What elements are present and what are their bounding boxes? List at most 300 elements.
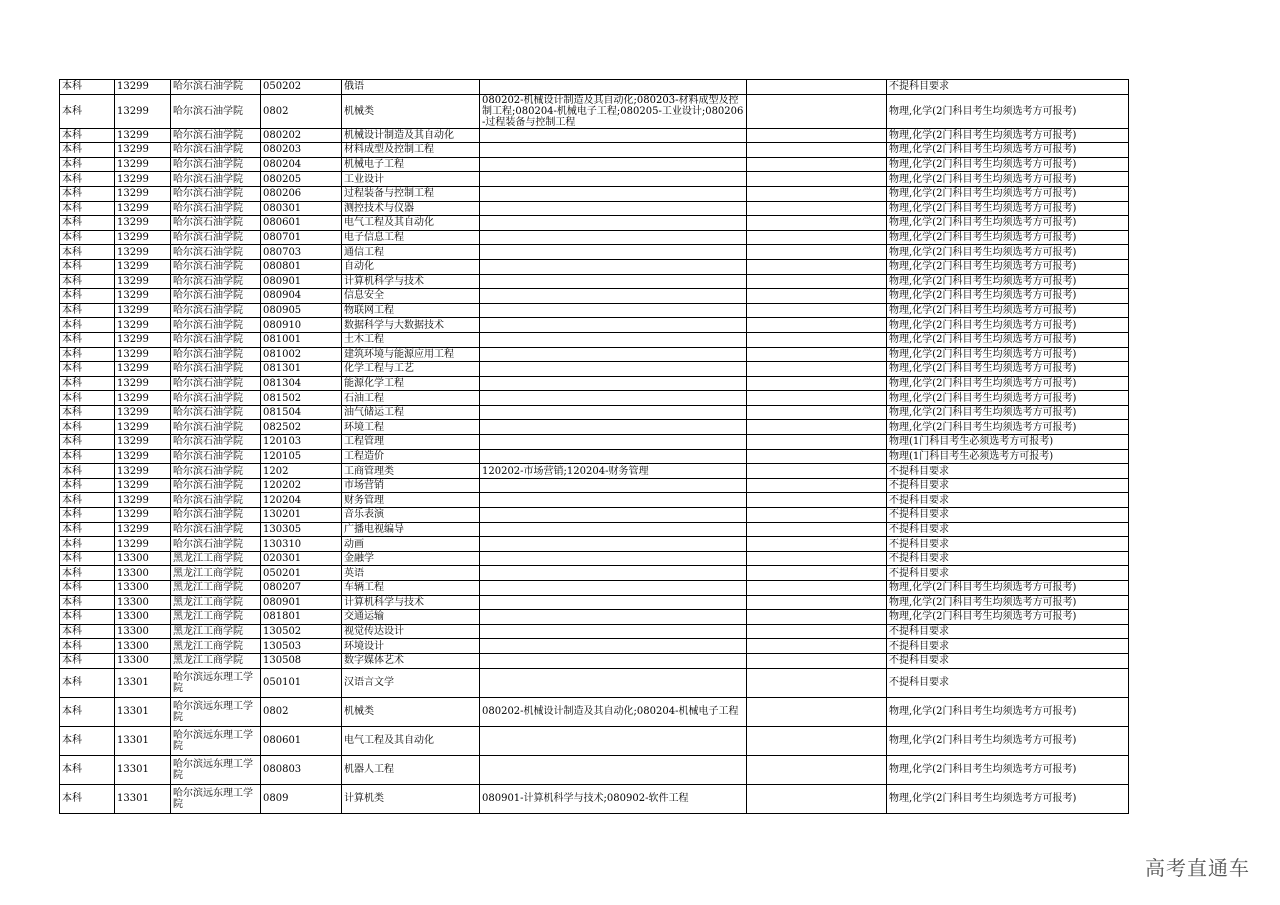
cell-school-code: 13299 xyxy=(115,318,171,333)
cell-level: 本科 xyxy=(60,493,115,508)
cell-note xyxy=(747,522,887,537)
table-row xyxy=(60,522,1129,537)
cell-included-majors xyxy=(480,172,747,187)
cell-major-code: 120105 xyxy=(261,449,342,464)
cell-major-name: 电子信息工程 xyxy=(342,230,480,245)
cell-level: 本科 xyxy=(60,332,115,347)
cell-note xyxy=(747,405,887,420)
table-row xyxy=(60,668,1129,697)
cell-major-name: 材料成型及控制工程 xyxy=(342,143,480,158)
cell-major-code: 1202 xyxy=(261,464,342,479)
cell-school-code: 13299 xyxy=(115,303,171,318)
cell-subject-requirement: 不提科目要求 xyxy=(887,639,1129,654)
cell-major-code: 080205 xyxy=(261,172,342,187)
cell-subject-requirement: 物理,化学(2门科目考生均须选考方可报考) xyxy=(887,172,1129,187)
cell-major-code: 120202 xyxy=(261,478,342,493)
cell-note xyxy=(747,391,887,406)
cell-subject-requirement: 物理,化学(2门科目考生均须选考方可报考) xyxy=(887,347,1129,362)
cell-school-code: 13299 xyxy=(115,216,171,231)
cell-level: 本科 xyxy=(60,172,115,187)
cell-school-code: 13299 xyxy=(115,80,171,95)
table-row xyxy=(60,420,1129,435)
cell-included-majors xyxy=(480,391,747,406)
cell-level: 本科 xyxy=(60,143,115,158)
cell-subject-requirement: 不提科目要求 xyxy=(887,624,1129,639)
table-row xyxy=(60,726,1129,755)
cell-major-name: 电气工程及其自动化 xyxy=(342,216,480,231)
table-row xyxy=(60,201,1129,216)
cell-major-code: 081002 xyxy=(261,347,342,362)
cell-major-code: 130508 xyxy=(261,653,342,668)
cell-school-code: 13301 xyxy=(115,784,171,813)
cell-major-code: 081304 xyxy=(261,376,342,391)
cell-school-name: 哈尔滨石油学院 xyxy=(171,216,261,231)
cell-note xyxy=(747,172,887,187)
cell-level: 本科 xyxy=(60,391,115,406)
cell-school-code: 13299 xyxy=(115,376,171,391)
cell-major-name: 俄语 xyxy=(342,80,480,95)
cell-note xyxy=(747,259,887,274)
cell-major-code: 080207 xyxy=(261,581,342,596)
cell-level: 本科 xyxy=(60,347,115,362)
cell-major-name: 通信工程 xyxy=(342,245,480,260)
cell-major-code: 081502 xyxy=(261,391,342,406)
cell-level: 本科 xyxy=(60,668,115,697)
cell-included-majors xyxy=(480,493,747,508)
cell-major-name: 音乐表演 xyxy=(342,508,480,523)
cell-note xyxy=(747,595,887,610)
cell-level: 本科 xyxy=(60,259,115,274)
cell-note xyxy=(747,726,887,755)
cell-major-code: 130305 xyxy=(261,522,342,537)
cell-school-code: 13299 xyxy=(115,464,171,479)
cell-school-name: 哈尔滨石油学院 xyxy=(171,128,261,143)
cell-note xyxy=(747,464,887,479)
cell-included-majors: 120202-市场营销;120204-财务管理 xyxy=(480,464,747,479)
cell-major-name: 工程管理 xyxy=(342,435,480,450)
cell-school-name: 哈尔滨石油学院 xyxy=(171,186,261,201)
table-row xyxy=(60,245,1129,260)
cell-level: 本科 xyxy=(60,274,115,289)
cell-school-name: 哈尔滨远东理工学院 xyxy=(171,668,261,697)
cell-school-code: 13299 xyxy=(115,289,171,304)
cell-major-name: 工程造价 xyxy=(342,449,480,464)
cell-included-majors xyxy=(480,726,747,755)
cell-school-code: 13299 xyxy=(115,201,171,216)
cell-level: 本科 xyxy=(60,755,115,784)
cell-note xyxy=(747,303,887,318)
cell-major-name: 工业设计 xyxy=(342,172,480,187)
table-row xyxy=(60,94,1129,128)
cell-major-name: 金融学 xyxy=(342,551,480,566)
cell-major-code: 080301 xyxy=(261,201,342,216)
cell-school-code: 13299 xyxy=(115,478,171,493)
cell-level: 本科 xyxy=(60,551,115,566)
cell-level: 本科 xyxy=(60,157,115,172)
cell-major-name: 环境设计 xyxy=(342,639,480,654)
cell-subject-requirement: 不提科目要求 xyxy=(887,493,1129,508)
cell-subject-requirement: 不提科目要求 xyxy=(887,668,1129,697)
cell-included-majors xyxy=(480,537,747,552)
cell-major-code: 081301 xyxy=(261,362,342,377)
table-row xyxy=(60,80,1129,95)
cell-level: 本科 xyxy=(60,94,115,128)
cell-subject-requirement: 不提科目要求 xyxy=(887,551,1129,566)
table-row xyxy=(60,391,1129,406)
cell-level: 本科 xyxy=(60,216,115,231)
table-row xyxy=(60,566,1129,581)
cell-school-code: 13299 xyxy=(115,493,171,508)
cell-school-name: 哈尔滨石油学院 xyxy=(171,537,261,552)
cell-major-name: 计算机科学与技术 xyxy=(342,274,480,289)
cell-major-code: 080206 xyxy=(261,186,342,201)
cell-included-majors xyxy=(480,639,747,654)
table-row xyxy=(60,478,1129,493)
cell-school-code: 13299 xyxy=(115,332,171,347)
cell-major-name: 电气工程及其自动化 xyxy=(342,726,480,755)
cell-school-name: 哈尔滨石油学院 xyxy=(171,376,261,391)
cell-note xyxy=(747,230,887,245)
cell-school-code: 13299 xyxy=(115,274,171,289)
cell-level: 本科 xyxy=(60,478,115,493)
cell-major-name: 机械设计制造及其自动化 xyxy=(342,128,480,143)
cell-school-code: 13299 xyxy=(115,245,171,260)
cell-level: 本科 xyxy=(60,784,115,813)
cell-school-name: 哈尔滨石油学院 xyxy=(171,420,261,435)
cell-subject-requirement: 不提科目要求 xyxy=(887,653,1129,668)
table-row xyxy=(60,362,1129,377)
cell-school-name: 哈尔滨石油学院 xyxy=(171,332,261,347)
cell-subject-requirement: 不提科目要求 xyxy=(887,80,1129,95)
cell-included-majors xyxy=(480,128,747,143)
cell-subject-requirement: 不提科目要求 xyxy=(887,508,1129,523)
table-row xyxy=(60,143,1129,158)
cell-school-name: 黑龙江工商学院 xyxy=(171,595,261,610)
cell-major-name: 动画 xyxy=(342,537,480,552)
cell-school-code: 13299 xyxy=(115,537,171,552)
cell-school-code: 13301 xyxy=(115,697,171,726)
cell-note xyxy=(747,537,887,552)
cell-note xyxy=(747,143,887,158)
cell-major-name: 计算机科学与技术 xyxy=(342,595,480,610)
table-row xyxy=(60,376,1129,391)
table-row xyxy=(60,784,1129,813)
cell-included-majors: 080202-机械设计制造及其自动化;080203-材料成型及控制工程;080204-机械电子工程;080205-工业设计;080206-过程装备与控制工程 xyxy=(480,94,747,128)
table-row xyxy=(60,186,1129,201)
cell-included-majors xyxy=(480,508,747,523)
cell-included-majors xyxy=(480,566,747,581)
cell-note xyxy=(747,697,887,726)
cell-included-majors xyxy=(480,274,747,289)
cell-school-code: 13301 xyxy=(115,668,171,697)
cell-subject-requirement: 物理,化学(2门科目考生均须选考方可报考) xyxy=(887,289,1129,304)
cell-major-code: 080910 xyxy=(261,318,342,333)
cell-major-name: 测控技术与仪器 xyxy=(342,201,480,216)
cell-school-code: 13299 xyxy=(115,230,171,245)
table-row xyxy=(60,595,1129,610)
cell-major-name: 石油工程 xyxy=(342,391,480,406)
cell-school-code: 13299 xyxy=(115,259,171,274)
cell-major-code: 130503 xyxy=(261,639,342,654)
cell-level: 本科 xyxy=(60,581,115,596)
cell-note xyxy=(747,435,887,450)
cell-subject-requirement: 物理,化学(2门科目考生均须选考方可报考) xyxy=(887,755,1129,784)
cell-major-code: 120204 xyxy=(261,493,342,508)
cell-major-code: 080601 xyxy=(261,216,342,231)
cell-level: 本科 xyxy=(60,726,115,755)
cell-level: 本科 xyxy=(60,537,115,552)
cell-subject-requirement: 物理,化学(2门科目考生均须选考方可报考) xyxy=(887,318,1129,333)
table-row xyxy=(60,318,1129,333)
cell-school-name: 哈尔滨石油学院 xyxy=(171,172,261,187)
cell-major-code: 080904 xyxy=(261,289,342,304)
cell-included-majors xyxy=(480,551,747,566)
table-row xyxy=(60,493,1129,508)
cell-included-majors xyxy=(480,376,747,391)
cell-subject-requirement: 物理,化学(2门科目考生均须选考方可报考) xyxy=(887,726,1129,755)
cell-major-code: 0802 xyxy=(261,697,342,726)
table-row xyxy=(60,639,1129,654)
cell-subject-requirement: 不提科目要求 xyxy=(887,566,1129,581)
table-row xyxy=(60,449,1129,464)
cell-subject-requirement: 物理,化学(2门科目考生均须选考方可报考) xyxy=(887,332,1129,347)
cell-major-name: 物联网工程 xyxy=(342,303,480,318)
cell-school-name: 哈尔滨石油学院 xyxy=(171,508,261,523)
cell-note xyxy=(747,478,887,493)
table-row xyxy=(60,610,1129,625)
cell-school-name: 哈尔滨石油学院 xyxy=(171,522,261,537)
cell-school-code: 13299 xyxy=(115,449,171,464)
cell-note xyxy=(747,216,887,231)
cell-included-majors xyxy=(480,478,747,493)
cell-school-code: 13299 xyxy=(115,347,171,362)
cell-subject-requirement: 物理,化学(2门科目考生均须选考方可报考) xyxy=(887,245,1129,260)
cell-major-name: 数字媒体艺术 xyxy=(342,653,480,668)
cell-subject-requirement: 物理,化学(2门科目考生均须选考方可报考) xyxy=(887,303,1129,318)
cell-major-name: 视觉传达设计 xyxy=(342,624,480,639)
cell-subject-requirement: 物理,化学(2门科目考生均须选考方可报考) xyxy=(887,216,1129,231)
cell-school-name: 哈尔滨石油学院 xyxy=(171,274,261,289)
cell-level: 本科 xyxy=(60,610,115,625)
cell-included-majors xyxy=(480,420,747,435)
cell-subject-requirement: 物理,化学(2门科目考生均须选考方可报考) xyxy=(887,259,1129,274)
cell-subject-requirement: 物理,化学(2门科目考生均须选考方可报考) xyxy=(887,230,1129,245)
cell-school-name: 哈尔滨石油学院 xyxy=(171,289,261,304)
cell-level: 本科 xyxy=(60,624,115,639)
cell-note xyxy=(747,581,887,596)
cell-school-code: 13300 xyxy=(115,551,171,566)
cell-school-name: 哈尔滨石油学院 xyxy=(171,143,261,158)
cell-major-code: 082502 xyxy=(261,420,342,435)
cell-major-name: 环境工程 xyxy=(342,420,480,435)
cell-included-majors xyxy=(480,755,747,784)
cell-included-majors xyxy=(480,449,747,464)
cell-major-name: 财务管理 xyxy=(342,493,480,508)
cell-note xyxy=(747,332,887,347)
cell-school-name: 哈尔滨石油学院 xyxy=(171,303,261,318)
cell-subject-requirement: 物理,化学(2门科目考生均须选考方可报考) xyxy=(887,157,1129,172)
cell-included-majors xyxy=(480,245,747,260)
cell-included-majors xyxy=(480,80,747,95)
cell-major-name: 机械类 xyxy=(342,697,480,726)
cell-school-code: 13300 xyxy=(115,653,171,668)
cell-note xyxy=(747,639,887,654)
cell-major-code: 080703 xyxy=(261,245,342,260)
cell-school-code: 13300 xyxy=(115,639,171,654)
cell-included-majors xyxy=(480,405,747,420)
cell-school-name: 哈尔滨石油学院 xyxy=(171,347,261,362)
cell-subject-requirement: 物理,化学(2门科目考生均须选考方可报考) xyxy=(887,94,1129,128)
cell-level: 本科 xyxy=(60,128,115,143)
table-row xyxy=(60,289,1129,304)
cell-included-majors: 080901-计算机科学与技术;080902-软件工程 xyxy=(480,784,747,813)
cell-note xyxy=(747,624,887,639)
table-row xyxy=(60,435,1129,450)
cell-school-name: 黑龙江工商学院 xyxy=(171,581,261,596)
cell-school-name: 哈尔滨远东理工学院 xyxy=(171,726,261,755)
cell-level: 本科 xyxy=(60,405,115,420)
cell-subject-requirement: 物理,化学(2门科目考生均须选考方可报考) xyxy=(887,581,1129,596)
cell-level: 本科 xyxy=(60,201,115,216)
cell-major-name: 机械电子工程 xyxy=(342,157,480,172)
cell-school-name: 哈尔滨远东理工学院 xyxy=(171,755,261,784)
cell-major-code: 080203 xyxy=(261,143,342,158)
cell-level: 本科 xyxy=(60,230,115,245)
cell-school-name: 哈尔滨石油学院 xyxy=(171,362,261,377)
table-row xyxy=(60,653,1129,668)
cell-level: 本科 xyxy=(60,80,115,95)
cell-school-code: 13299 xyxy=(115,362,171,377)
cell-note xyxy=(747,566,887,581)
cell-school-code: 13299 xyxy=(115,391,171,406)
cell-note xyxy=(747,318,887,333)
cell-major-code: 130201 xyxy=(261,508,342,523)
table-row xyxy=(60,172,1129,187)
cell-major-name: 广播电视编导 xyxy=(342,522,480,537)
cell-major-name: 汉语言文学 xyxy=(342,668,480,697)
cell-major-name: 过程装备与控制工程 xyxy=(342,186,480,201)
cell-included-majors xyxy=(480,289,747,304)
cell-note xyxy=(747,668,887,697)
watermark-text: 高考直通车 xyxy=(1145,856,1250,880)
cell-school-name: 黑龙江工商学院 xyxy=(171,624,261,639)
cell-included-majors xyxy=(480,216,747,231)
cell-major-code: 130310 xyxy=(261,537,342,552)
cell-level: 本科 xyxy=(60,362,115,377)
cell-subject-requirement: 物理,化学(2门科目考生均须选考方可报考) xyxy=(887,201,1129,216)
table-row xyxy=(60,303,1129,318)
cell-school-name: 哈尔滨石油学院 xyxy=(171,94,261,128)
cell-note xyxy=(747,289,887,304)
cell-included-majors xyxy=(480,143,747,158)
table-row xyxy=(60,508,1129,523)
cell-school-name: 哈尔滨石油学院 xyxy=(171,157,261,172)
cell-level: 本科 xyxy=(60,435,115,450)
cell-note xyxy=(747,94,887,128)
cell-included-majors xyxy=(480,318,747,333)
cell-major-code: 050201 xyxy=(261,566,342,581)
cell-school-name: 哈尔滨石油学院 xyxy=(171,391,261,406)
cell-level: 本科 xyxy=(60,245,115,260)
cell-level: 本科 xyxy=(60,508,115,523)
cell-note xyxy=(747,653,887,668)
cell-school-name: 哈尔滨石油学院 xyxy=(171,405,261,420)
cell-school-code: 13301 xyxy=(115,726,171,755)
cell-included-majors: 080202-机械设计制造及其自动化;080204-机械电子工程 xyxy=(480,697,747,726)
cell-note xyxy=(747,449,887,464)
cell-subject-requirement: 物理,化学(2门科目考生均须选考方可报考) xyxy=(887,420,1129,435)
cell-school-name: 黑龙江工商学院 xyxy=(171,551,261,566)
table-row xyxy=(60,230,1129,245)
cell-major-name: 市场营销 xyxy=(342,478,480,493)
cell-school-name: 哈尔滨石油学院 xyxy=(171,493,261,508)
table-row xyxy=(60,551,1129,566)
cell-major-code: 080204 xyxy=(261,157,342,172)
cell-subject-requirement: 物理(1门科目考生必须选考方可报考) xyxy=(887,435,1129,450)
cell-major-code: 020301 xyxy=(261,551,342,566)
cell-major-code: 080801 xyxy=(261,259,342,274)
table-row xyxy=(60,259,1129,274)
cell-major-code: 050101 xyxy=(261,668,342,697)
cell-school-code: 13300 xyxy=(115,595,171,610)
cell-major-name: 土木工程 xyxy=(342,332,480,347)
cell-level: 本科 xyxy=(60,318,115,333)
cell-school-name: 哈尔滨石油学院 xyxy=(171,449,261,464)
cell-level: 本科 xyxy=(60,653,115,668)
cell-subject-requirement: 物理,化学(2门科目考生均须选考方可报考) xyxy=(887,595,1129,610)
cell-included-majors xyxy=(480,522,747,537)
table-row xyxy=(60,332,1129,347)
cell-school-code: 13299 xyxy=(115,405,171,420)
table-row xyxy=(60,216,1129,231)
cell-included-majors xyxy=(480,624,747,639)
cell-subject-requirement: 不提科目要求 xyxy=(887,537,1129,552)
cell-school-name: 哈尔滨石油学院 xyxy=(171,464,261,479)
cell-school-code: 13299 xyxy=(115,420,171,435)
cell-school-name: 哈尔滨石油学院 xyxy=(171,318,261,333)
cell-major-code: 080701 xyxy=(261,230,342,245)
cell-major-name: 机械类 xyxy=(342,94,480,128)
cell-major-code: 080905 xyxy=(261,303,342,318)
cell-school-code: 13299 xyxy=(115,157,171,172)
cell-level: 本科 xyxy=(60,595,115,610)
cell-school-code: 13299 xyxy=(115,128,171,143)
cell-major-name: 机器人工程 xyxy=(342,755,480,784)
cell-major-name: 自动化 xyxy=(342,259,480,274)
cell-subject-requirement: 物理,化学(2门科目考生均须选考方可报考) xyxy=(887,362,1129,377)
cell-included-majors xyxy=(480,303,747,318)
cell-school-code: 13299 xyxy=(115,94,171,128)
cell-school-code: 13299 xyxy=(115,522,171,537)
cell-school-name: 哈尔滨石油学院 xyxy=(171,245,261,260)
cell-subject-requirement: 不提科目要求 xyxy=(887,464,1129,479)
table-row xyxy=(60,464,1129,479)
cell-major-code: 081001 xyxy=(261,332,342,347)
cell-level: 本科 xyxy=(60,697,115,726)
cell-note xyxy=(747,508,887,523)
cell-major-name: 信息安全 xyxy=(342,289,480,304)
cell-school-name: 哈尔滨石油学院 xyxy=(171,478,261,493)
cell-level: 本科 xyxy=(60,522,115,537)
cell-school-name: 黑龙江工商学院 xyxy=(171,639,261,654)
cell-note xyxy=(747,376,887,391)
cell-level: 本科 xyxy=(60,303,115,318)
cell-major-code: 0809 xyxy=(261,784,342,813)
cell-note xyxy=(747,362,887,377)
cell-subject-requirement: 物理,化学(2门科目考生均须选考方可报考) xyxy=(887,610,1129,625)
cell-school-code: 13301 xyxy=(115,755,171,784)
cell-level: 本科 xyxy=(60,639,115,654)
